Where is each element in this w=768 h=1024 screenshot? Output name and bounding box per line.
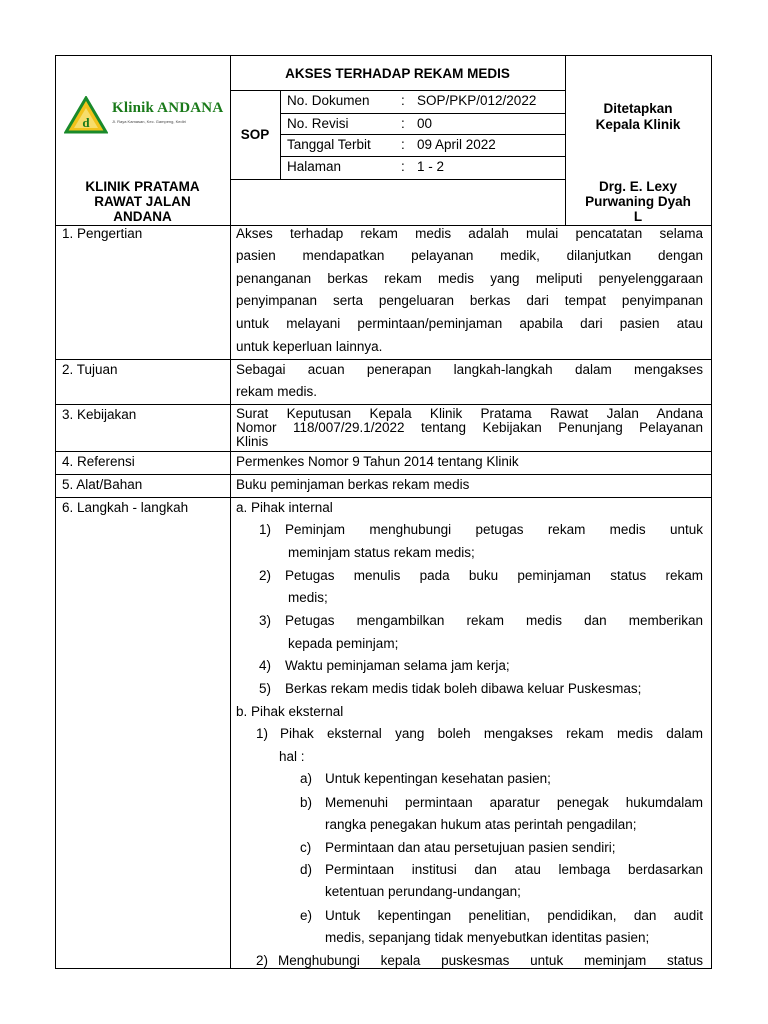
- row-line-5: [55, 497, 712, 498]
- text-line: kepada peminjam;: [288, 636, 399, 651]
- text-line: ketentuan perundang-undangan;: [325, 884, 521, 899]
- text-line: Untuk kepentingan kesehatan pasien;: [325, 771, 551, 786]
- section-label-pengertian: 1. Pengertian: [62, 226, 143, 241]
- text-line: Memenuhi permintaan aparatur penegak hukumdalam: [325, 795, 703, 810]
- text-line: rangka penegakan hukum atas perintah pengadilan;: [325, 817, 637, 832]
- meta-value-dokumen: SOP/PKP/012/2022: [417, 93, 537, 108]
- text-line: Petugas menulis pada buku peminjaman status rekam: [285, 568, 703, 583]
- logo-text: Klinik ANDANA: [112, 100, 224, 116]
- sop-label: SOP: [240, 127, 270, 142]
- table-border-right: [711, 55, 712, 969]
- list-number: b): [300, 795, 313, 810]
- approval-block: [565, 101, 711, 133]
- meta-sep: :: [401, 93, 405, 108]
- text-line: medis, sepanjang tidak menyebutkan identitas pasien;: [325, 930, 650, 945]
- row-line-1: [55, 359, 712, 360]
- meta-line-3: [280, 156, 565, 157]
- clinic-name-line1: KLINIK PRATAMA: [85, 179, 200, 194]
- list-number: 1): [259, 522, 272, 537]
- text-line: Permintaan dan atau persetujuan pasien sendiri;: [325, 840, 616, 855]
- text-line: Berkas rekam medis tidak boleh dibawa keluar Puskesmas;: [285, 681, 642, 696]
- section-label-referensi: 4. Referensi: [62, 454, 135, 469]
- text-line: Menghubungi kepala puskesmas untuk meminjam status: [278, 953, 703, 968]
- list-number: 3): [259, 613, 272, 628]
- section-label-alat: 5. Alat/Bahan: [62, 477, 143, 492]
- text-line: rekam medis.: [236, 384, 318, 399]
- list-number: 5): [259, 681, 272, 696]
- text-line: medis;: [288, 590, 328, 605]
- section-body-referensi: Permenkes Nomor 9 Tahun 2014 tentang Klinik: [236, 454, 519, 469]
- text-line: penyimpanan serta pengeluaran berkas dari tempat penyimpanan: [236, 293, 703, 308]
- list-number: a): [300, 771, 313, 786]
- section-label-langkah: 6. Langkah - langkah: [62, 500, 189, 515]
- signer-line2: Purwaning Dyah: [585, 194, 691, 209]
- meta-value-halaman: 1 - 2: [417, 159, 445, 174]
- text-line: meminjam status rekam medis;: [288, 545, 475, 560]
- meta-line-1: [280, 113, 565, 114]
- meta-value-tanggal: 09 April 2022: [417, 137, 496, 152]
- meta-line-2: [280, 134, 565, 135]
- text-line: Untuk kepentingan penelitian, pendidikan, dan audit: [325, 908, 703, 923]
- logo-subtext: Jl. Raya Kamasan, Kec. Gampeng, Kediri: [112, 119, 186, 124]
- list-number: 1): [256, 726, 269, 741]
- meta-label-halaman: Halaman: [287, 159, 342, 174]
- text-line: Klinis: [236, 434, 269, 449]
- subsection-title-external: b. Pihak eksternal: [236, 704, 344, 719]
- meta-sep: :: [401, 137, 405, 152]
- logo-triangle-icon: [64, 96, 108, 134]
- approval-line1: Ditetapkan: [603, 101, 673, 116]
- list-number: 4): [259, 658, 272, 673]
- meta-label-tanggal: Tanggal Terbit: [287, 137, 371, 152]
- clinic-name-line3: ANDANA: [113, 209, 172, 224]
- section-label-kebijakan: 3. Kebijakan: [62, 407, 137, 422]
- section-label-tujuan: 2. Tujuan: [62, 362, 118, 377]
- text-line: Surat Keputusan Kepala Klinik Pratama Rawat Jalan Andana: [236, 406, 703, 421]
- list-number: d): [300, 862, 313, 877]
- text-line: hal :: [279, 749, 305, 764]
- approval-line2: Kepala Klinik: [595, 117, 681, 132]
- text-line: untuk melayani permintaan/peminjaman apabila dari pasien atau: [236, 316, 703, 331]
- subsection-title-internal: a. Pihak internal: [236, 500, 333, 515]
- list-number: e): [300, 908, 313, 923]
- text-line: untuk keperluan lainnya.: [236, 339, 383, 354]
- meta-label-revisi: No. Revisi: [287, 116, 349, 131]
- section-body-alat: Buku peminjaman berkas rekam medis: [236, 477, 470, 492]
- text-line: pasien mendapatkan pelayanan medik, dilanjutkan dengan: [236, 248, 703, 263]
- text-line: Peminjam menghubungi petugas rekam medis untuk: [285, 522, 703, 537]
- header-mid-line: [230, 179, 565, 180]
- list-number: 2): [256, 953, 269, 968]
- text-line: Pihak eksternal yang boleh mengakses rekam medis dalam: [280, 726, 703, 741]
- list-number: 2): [259, 568, 272, 583]
- svg-text:d: d: [82, 115, 90, 130]
- doc-title: AKSES TERHADAP REKAM MEDIS: [285, 66, 510, 81]
- signer-name: [565, 179, 711, 224]
- table-border-top: [55, 55, 712, 56]
- text-line: Permintaan institusi dan atau lembaga berdasarkan: [325, 862, 703, 877]
- row-line-3: [55, 451, 712, 452]
- text-line: Nomor 118/007/29.1/2022 tentang Kebijakan Penunjang Pelayanan: [236, 420, 703, 435]
- column-divider: [230, 55, 231, 969]
- signer-line1: Drg. E. Lexy: [598, 179, 678, 194]
- list-number: c): [300, 840, 312, 855]
- text-line: penanganan berkas rekam medis yang meliputi penyelenggaraan: [236, 271, 703, 286]
- text-line: Waktu peminjaman selama jam kerja;: [285, 658, 510, 673]
- row-line-2: [55, 404, 712, 405]
- meta-sep: :: [401, 116, 405, 131]
- meta-value-revisi: 00: [417, 116, 433, 131]
- meta-sep: :: [401, 159, 405, 174]
- signer-line3: L: [633, 209, 643, 224]
- row-line-4: [55, 474, 712, 475]
- clinic-name: [55, 179, 230, 224]
- meta-label-dokumen: No. Dokumen: [287, 93, 370, 108]
- text-line: Akses terhadap rekam medis adalah mulai pencatatan selama: [236, 226, 703, 241]
- text-line: Petugas mengambilkan rekam medis dan memberikan: [285, 613, 703, 628]
- text-line: Sebagai acuan penerapan langkah-langkah dalam mengakses: [236, 362, 703, 377]
- clinic-name-line2: RAWAT JALAN: [94, 194, 191, 209]
